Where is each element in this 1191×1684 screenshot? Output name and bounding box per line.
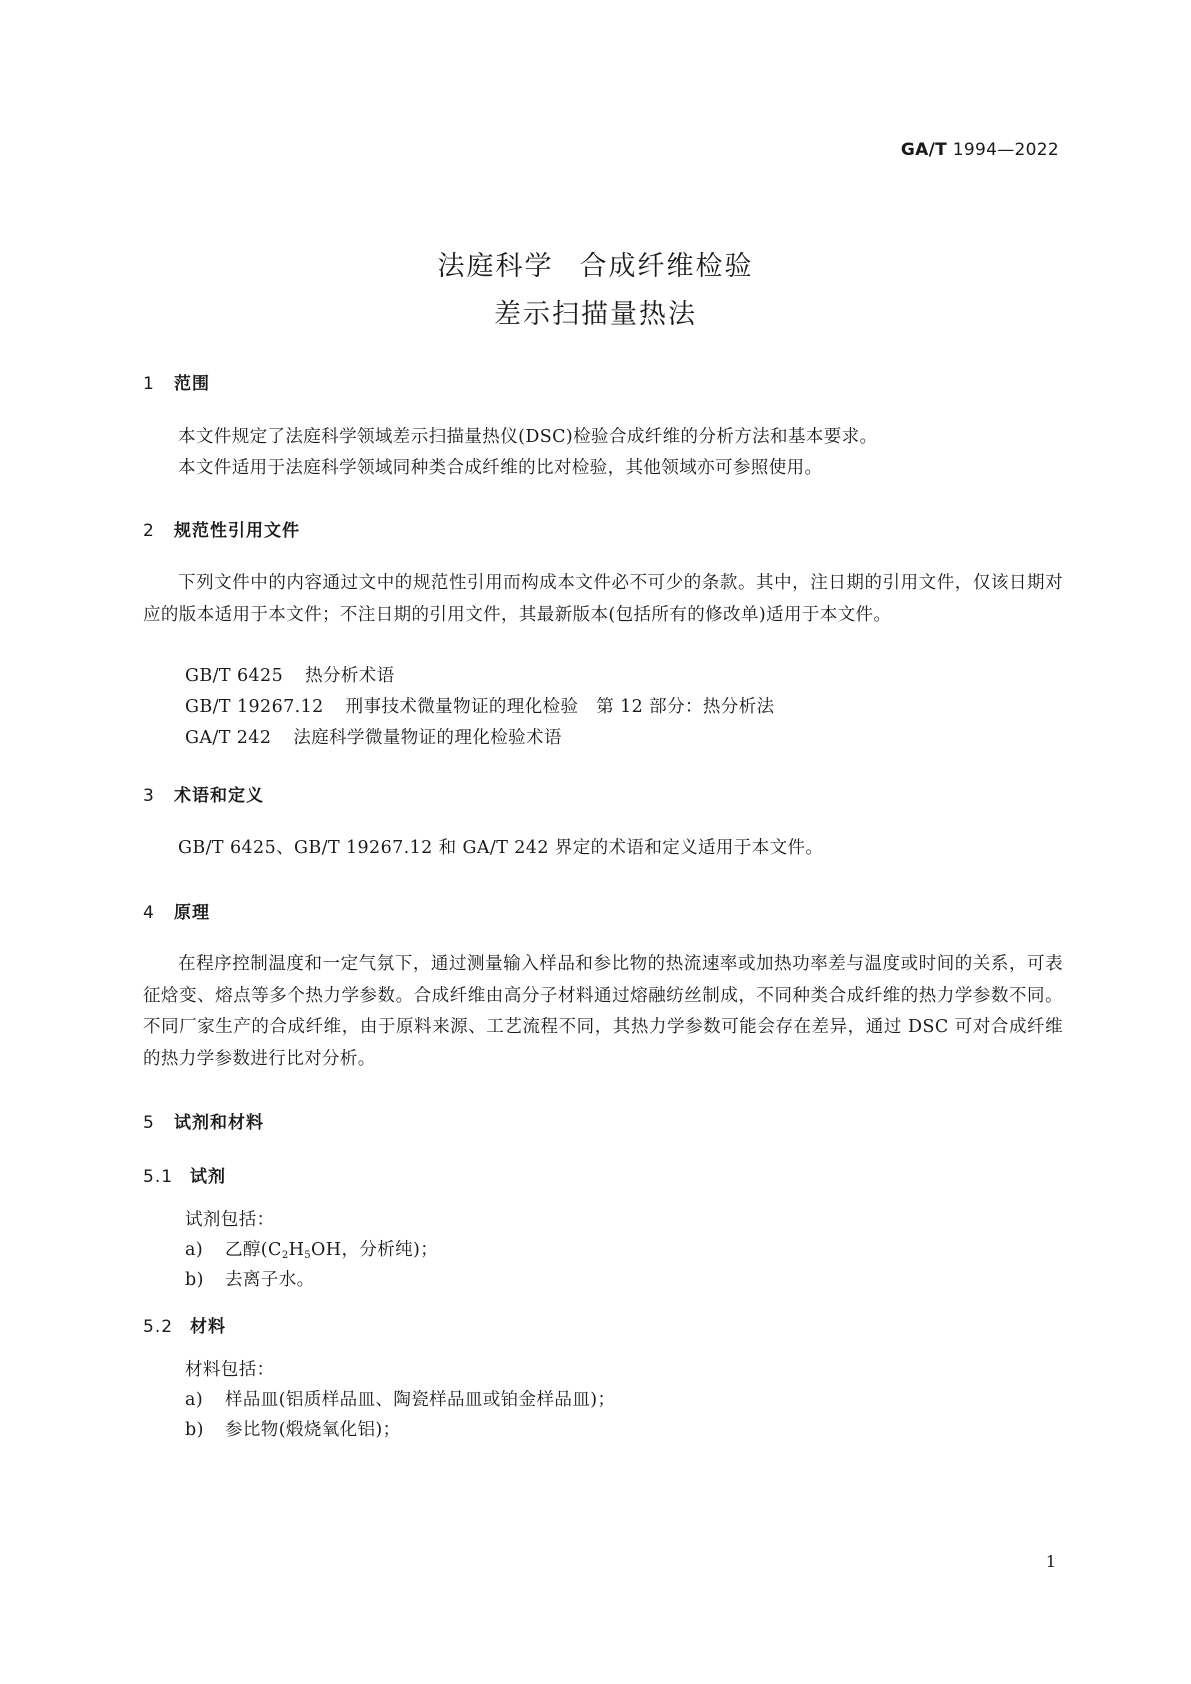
subsection-5-2-heading xyxy=(143,1312,226,1337)
title-part-a: 法庭科学 xyxy=(437,251,554,282)
section-number: 1 xyxy=(143,374,155,394)
section-1-paragraph-2: 本文件适用于法庭科学领域同种类合成纤维的比对检验，其他领域亦可参照使用。 xyxy=(178,458,823,478)
section-3-paragraph: GB/T 6425、GB/T 19267.12 和 GA/T 242 界定的术语和定义适用于本文件。 xyxy=(178,838,824,858)
reference-name: 热分析术语 xyxy=(305,666,395,686)
standard-number: 1994—2022 xyxy=(952,140,1059,160)
subscript: 2 xyxy=(281,1250,289,1261)
list-item xyxy=(185,1266,315,1291)
section-1-paragraph-1: 本文件规定了法庭科学领域差示扫描量热仪(DSC)检验合成纤维的分析方法和基本要求。 xyxy=(178,427,878,447)
list-text: 去离子水。 xyxy=(225,1270,315,1290)
reference-code: GB/T 19267.12 xyxy=(185,697,324,717)
list-label: b) xyxy=(185,1270,204,1290)
subsection-title: 材料 xyxy=(190,1317,226,1337)
section-2-intro-paragraph: 下列文件中的内容通过文中的规范性引用而构成本文件必不可少的条款。其中，注日期的引用文件，仅该日期对应的版本适用于本文件；不注日期的引用文件，其最新版本(包括所有的修改单)适用于本文件。 xyxy=(143,573,1063,625)
list-text: 样品皿(铝质样品皿、陶瓷样品皿或铂金样品皿)； xyxy=(225,1390,616,1410)
section-title: 规范性引用文件 xyxy=(174,521,300,541)
section-title: 试剂和材料 xyxy=(174,1113,264,1133)
reference-item xyxy=(185,662,395,687)
section-4-heading xyxy=(143,898,210,923)
reference-item xyxy=(185,724,562,749)
materials-intro: 材料包括： xyxy=(185,1360,275,1380)
section-5-heading xyxy=(143,1108,264,1133)
reference-item xyxy=(185,693,774,718)
standard-code xyxy=(901,140,1059,160)
section-title: 术语和定义 xyxy=(174,786,264,806)
document-title-line-1 xyxy=(0,244,1191,283)
list-item xyxy=(185,1386,615,1411)
subsection-number: 5.1 xyxy=(143,1167,174,1187)
reference-code: GB/T 6425 xyxy=(185,666,284,686)
list-label: a) xyxy=(185,1390,204,1410)
chem-prefix: 乙醇(C xyxy=(225,1240,282,1260)
section-3-heading xyxy=(143,781,264,806)
section-title: 范围 xyxy=(174,374,210,394)
subscript: 5 xyxy=(304,1250,312,1261)
standard-prefix: GA/T xyxy=(900,140,948,160)
reference-code: GA/T 242 xyxy=(185,728,272,748)
reference-name: 法庭科学微量物证的理化检验术语 xyxy=(293,728,562,748)
list-text: 参比物(煅烧氧化铝)； xyxy=(225,1420,401,1440)
section-1-heading xyxy=(143,369,210,394)
section-number: 3 xyxy=(143,786,155,806)
title-part-b: 合成纤维检验 xyxy=(579,251,754,282)
list-label: a) xyxy=(185,1240,204,1260)
section-number: 2 xyxy=(143,521,155,541)
section-number: 5 xyxy=(143,1113,155,1133)
section-number: 4 xyxy=(143,903,155,923)
reagents-intro: 试剂包括： xyxy=(185,1210,275,1230)
page-number: 1 xyxy=(1045,1552,1056,1571)
chem-suffix: OH，分析纯)； xyxy=(311,1240,439,1260)
subsection-title: 试剂 xyxy=(190,1167,226,1187)
section-4-paragraph: 在程序控制温度和一定气氛下，通过测量输入样品和参比物的热流速率或加热功率差与温度或时间的关系，可表征焓变、熔点等多个热力学参数。合成纤维由高分子材料通过熔融纺丝制成，不同种类合成纤维的热力学参数不同。不同厂家生产的合成纤维，由于原料来源、工艺流程不同，其热力学参数可能会存在差异，通过 DSC 可对合成纤维的热力学参数进行比对分析。 xyxy=(143,954,1063,1069)
list-item xyxy=(185,1236,438,1261)
list-label: b) xyxy=(185,1420,204,1440)
reference-name: 刑事技术微量物证的理化检验 第 12 部分：热分析法 xyxy=(345,697,775,717)
section-title: 原理 xyxy=(174,903,210,923)
chem-middle: H xyxy=(288,1240,305,1260)
list-item xyxy=(185,1416,401,1441)
document-title-line-2: 差示扫描量热法 xyxy=(494,299,697,330)
subsection-5-1-heading xyxy=(143,1162,226,1187)
section-2-heading xyxy=(143,516,300,541)
subsection-number: 5.2 xyxy=(143,1317,174,1337)
